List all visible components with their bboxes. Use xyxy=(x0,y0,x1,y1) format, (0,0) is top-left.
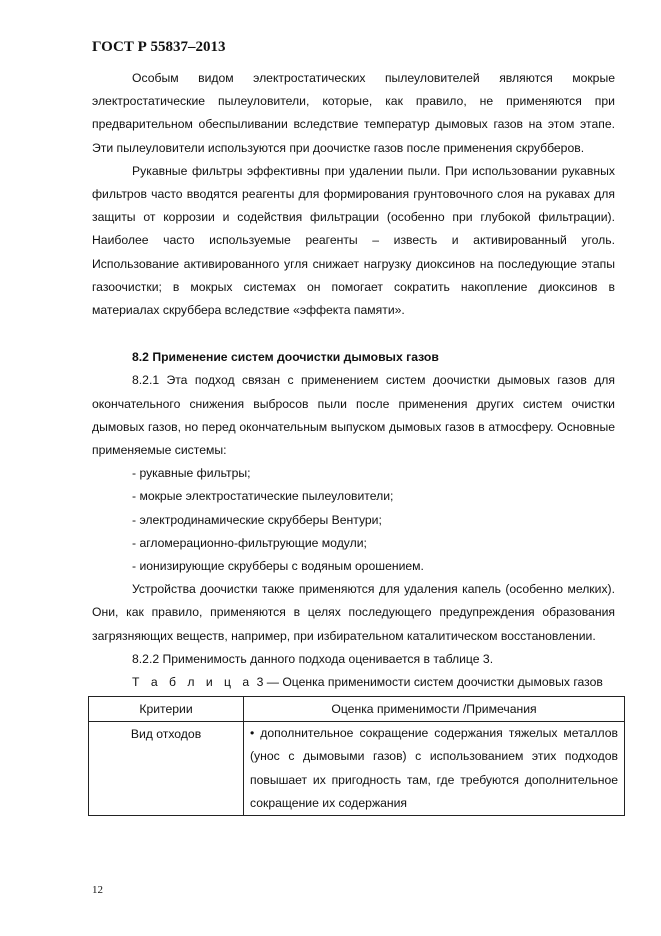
list-item: - мокрые электростатические пылеуловители; xyxy=(132,489,394,504)
header-criteria: Критерии xyxy=(89,697,244,722)
list-item: - рукавные фильтры; xyxy=(132,466,251,481)
paragraph-wet-esp: Особым видом электростатических пылеуловителей являются мокрые электростатические пылеуловители, которые, как правило, не применяются при предварительном обеспыливании вследствие температур дымовых газов на этом этапе. Эти пылеуловители используются при доочистке газов после применения скрубберов. xyxy=(92,71,615,155)
page-number: 12 xyxy=(92,884,103,896)
page-content xyxy=(92,67,618,816)
paragraph-bag-filters: Рукавные фильтры эффективны при удалении пыли. При использовании рукавных фильтров часто вводятся реагенты для формирования грунтовочного слоя на рукавах для защиты от коррозии и содействия фильтрации (особенно при глубокой фильтрации). Наиболее часто используемые реагенты – известь и активированный уголь. Использование активированного угля снижает нагрузку диоксинов на последующие этапы газоочистки; в мокрых системах он помогает сократить накопление диоксинов в материалах скруббера вследствие «эффекта памяти». xyxy=(92,163,615,318)
table-caption-text: 3 — Оценка применимости систем доочистки дымовых газов xyxy=(253,675,603,690)
cell-note: • дополнительное сокращение содержания тяжелых металлов (унос с дымовыми газов) с использованием этих подходов повышает их пригодность там, где требуются дополнительное сокращение их содержания xyxy=(244,722,625,816)
cell-criterion: Вид отходов xyxy=(89,722,244,816)
list-item: - электродинамические скрубберы Вентури; xyxy=(132,512,382,527)
table-header-row xyxy=(89,697,625,722)
document-header: ГОСТ Р 55837–2013 xyxy=(92,39,226,55)
systems-list xyxy=(92,462,615,578)
applicability-table xyxy=(88,696,625,816)
table-caption xyxy=(92,671,615,694)
header-assessment: Оценка применимости /Примечания xyxy=(244,697,625,722)
paragraph-8-2-2: 8.2.2 Применимость данного подхода оценивается в таблице 3. xyxy=(132,651,494,666)
paragraph-8-2-1: 8.2.1 Эта подход связан с применением систем доочистки дымовых газов для окончательного снижения выбросов пыли после применения других систем очистки дымовых газов, но перед окончательным выпуском дымовых газов в атмосферу. Основные применяемые системы: xyxy=(92,373,615,458)
list-item: - ионизирующие скрубберы с водяным орошением. xyxy=(132,559,424,574)
table-caption-label: Т а б л и ц а xyxy=(132,675,254,690)
section-title: 8.2 Применение систем доочистки дымовых газов xyxy=(132,350,439,365)
table-row xyxy=(89,722,625,816)
list-item: - агломерационно-фильтрующие модули; xyxy=(132,535,367,550)
paragraph-post-cleaning: Устройства доочистки также применяются для удаления капель (особенно мелких). Они, как правило, применяются в целях последующего предупреждения образования загрязняющих веществ, например, при избирательном каталитическом восстановлении. xyxy=(92,582,615,643)
